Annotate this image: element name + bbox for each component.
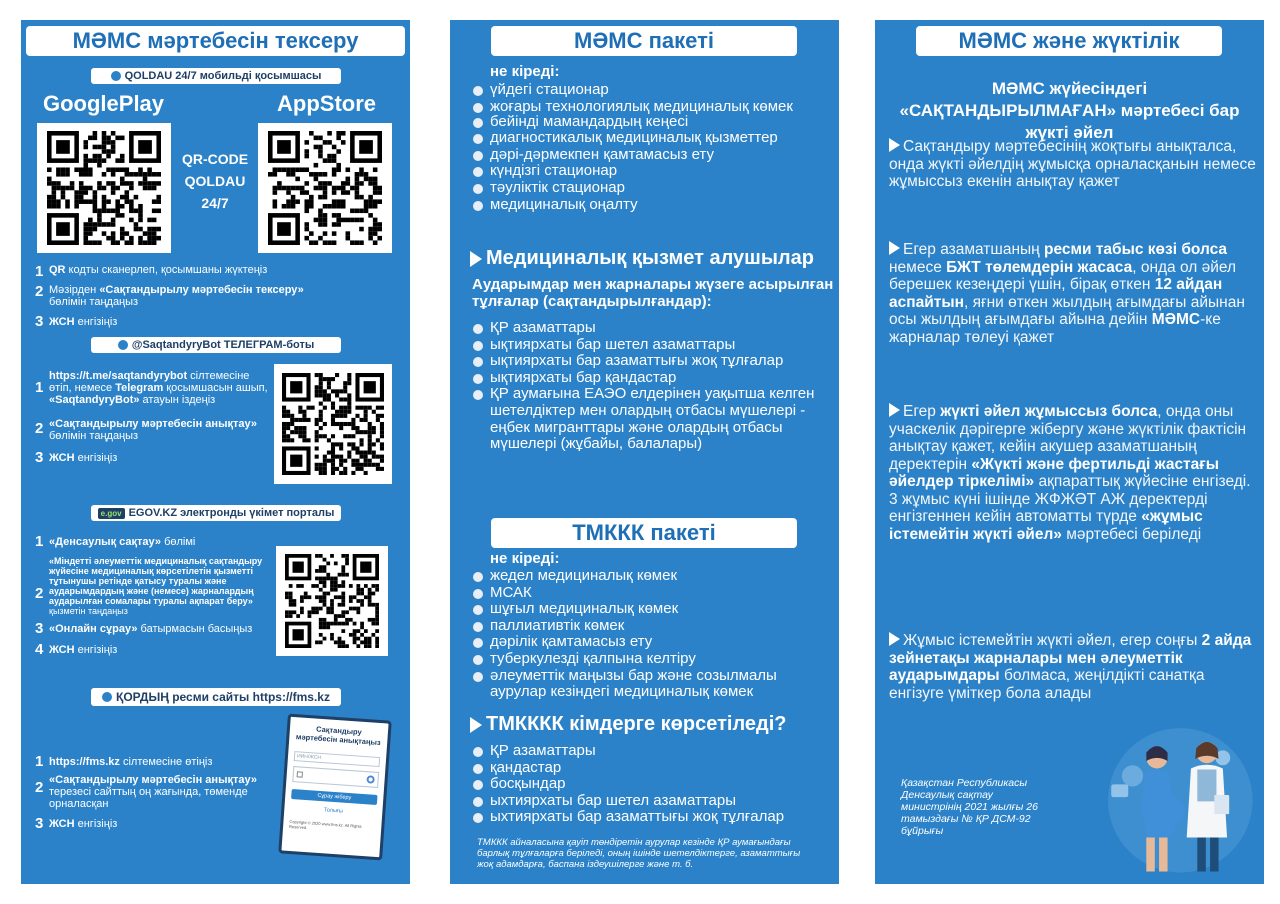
egov-step-2: 2 «Міндетті әлеуметтік медициналық сақтандыру жүйесіне медициналық көрсетілетін қызметті тұтынушы ретінде қатысу туралы және аударымдардың және (немесе) жарналардың аударылған сомалары туралы ақпарат беру» қызметін таңдаңыз bbox=[35, 556, 263, 616]
receivers-subtitle: Аударымдар мен жарналары жүзеге асырылған тұлғалар (сақтандырылғандар): bbox=[472, 276, 834, 310]
fms-step-3: 3 ЖСН енгізіңіз bbox=[35, 815, 118, 832]
mams-items-list bbox=[470, 82, 835, 213]
telegram-label: @SaqtandyryBot ТЕЛЕГРАМ-боты bbox=[91, 337, 341, 353]
mams-pregnancy-panel bbox=[875, 20, 1264, 884]
paragraph-4: Жұмыс істемейтін жүкті әйел, егер соңғы 2 айда зейнетақы жарналары мен әлеуметтік аударымдары болмаса, жеңілдікті санатқа енгізуге үміткер бола алады bbox=[889, 632, 1252, 702]
list-item: МСАК bbox=[470, 585, 835, 602]
panel-subtitle: МӘМС жүйесіндегі «САҚТАНДЫРЫЛМАҒАН» мәртебесі бар жүкті әйел bbox=[899, 79, 1240, 142]
list-item: шұғыл медициналық көмек bbox=[470, 601, 835, 618]
triangle-bullet-icon bbox=[889, 632, 900, 646]
telegram-icon bbox=[118, 340, 128, 350]
egov-step-3: 3 «Онлайн сұрау» батырмасын басыңыз bbox=[35, 620, 253, 637]
egov-qr-code[interactable] bbox=[276, 546, 388, 656]
who-heading: ТМКККК кімдерге көрсетіледі? bbox=[470, 713, 786, 736]
paragraph-1: Сақтандыру мәртебесінің жоқтығы анықталса, онда жүкті әйелдің жұмысқа орналасқанын немесе жұмыссыз екенін анықтау қажет bbox=[889, 138, 1256, 190]
paragraph-2: Егер азаматшаның ресми табыс көзі болса немесе БЖТ төлемдерін жасаса, онда ол әйел берешек кезеңдері үшін, бірақ өткен 12 айдан аспайтын, яғни өткен жылдың ағымдағы айынан осы жылдың ағымдағы айына дейін МӘМС-ке жарналар төлеуі қажет bbox=[889, 241, 1245, 346]
list-item: жедел медициналық көмек bbox=[470, 568, 835, 585]
list-item: ықтиярхаты бар азаматтығы жоқ тұлғалар bbox=[470, 353, 835, 370]
qoldau-step-3: 3 ЖСН енгізіңіз bbox=[35, 313, 118, 330]
mams-package-panel bbox=[450, 20, 839, 884]
triangle-bullet-icon bbox=[889, 138, 900, 152]
googleplay-label: GooglePlay bbox=[43, 91, 165, 116]
fms-form-card bbox=[278, 714, 392, 861]
list-item: дәрі-дәрмекпен қамтамасыз ету bbox=[470, 147, 835, 164]
triangle-bullet-icon bbox=[889, 403, 900, 417]
list-item: күндізгі стационар bbox=[470, 163, 835, 180]
qoldau-step-2: 2 Мәзірден «Сақтандырылу мәртебесін тексеру» бөлімін таңдаңыз bbox=[35, 283, 304, 308]
egov-step-1: 1 «Денсаулық сақтау» бөлімі bbox=[35, 533, 196, 550]
fms-step-1: 1 https://fms.kz сілтемесіне өтіңіз bbox=[35, 753, 213, 770]
fms-card-footer: Copyright © 2020 www.fms.kz. All Rights Reserved. bbox=[288, 818, 362, 831]
fms-iin-field[interactable]: ИИН/ЖСН bbox=[294, 751, 380, 767]
triangle-bullet-icon bbox=[889, 241, 900, 255]
list-item: жоғары технологиялық медициналық көмек bbox=[470, 99, 835, 114]
captcha-icon bbox=[366, 775, 375, 784]
qoldau-label: QOLDAU 24/7 мобильді қосымшасы bbox=[91, 68, 341, 84]
telegram-step-2: 2 «Сақтандырылу мәртебесін анықтау» бөлімін таңдаңыз bbox=[35, 418, 257, 442]
appstore-label: AppStore bbox=[277, 91, 376, 116]
panel-title: МӘМС пакеті bbox=[491, 26, 797, 56]
egov-step-4: 4 ЖСН енгізіңіз bbox=[35, 641, 118, 658]
panel-title: МӘМС және жүктілік bbox=[916, 26, 1222, 56]
list-item: ҚР азаматтары bbox=[470, 320, 835, 337]
telegram-qr-code[interactable] bbox=[274, 364, 392, 484]
list-item: әлеуметтік маңызы бар және созылмалы аурулар кезіндегі медициналық көмек bbox=[470, 668, 835, 701]
list-item: қандастар bbox=[470, 760, 835, 777]
fms-card-title: Сақтандыру мәртебесін анықтаңыз bbox=[295, 724, 381, 748]
receivers-heading: Медициналық қызмет алушылар bbox=[470, 247, 814, 270]
tmkkk-items-list bbox=[470, 568, 835, 701]
appstore-qr-code[interactable] bbox=[258, 123, 392, 253]
list-item: дәрілік қамтамасыз ету bbox=[470, 634, 835, 651]
captcha-box[interactable] bbox=[292, 766, 379, 788]
doctor-and-pregnant-woman-illustration bbox=[1095, 710, 1255, 880]
status-check-panel bbox=[21, 20, 410, 884]
qoldau-step-1: 1 QR кодты сканерлеп, қосымшаны жүктеңіз bbox=[35, 263, 268, 280]
receivers-list bbox=[470, 320, 835, 453]
list-item: туберкулезді қалпына келтіру bbox=[470, 651, 835, 668]
list-item: ықтиярхаты бар қандастар bbox=[470, 370, 835, 387]
fms-step-2: 2 «Сақтандырылу мәртебесін анықтау» терезесі сайттың оң жағында, төменде орналасқан bbox=[35, 774, 257, 810]
paragraph-3: Егер жүкті әйел жұмыссыз болса, онда оны учаскелік дәрігерге жібергу және жүктілік фактісін анықтау қажет, кейін акушер азаматшаның деректерін «Жүкті және фертильді жастағы әйелдер тіркелімі» ақпараттық жүйесіне енгізеді. 3 жұмыс күні ішінде ЖФЖӘТ АЖ деректерді енгізгеннен кейін автоматты түрде «жұмыс істемейтін жүкті әйел» мәртебесі беріледі bbox=[889, 403, 1251, 543]
tmkkk-includes-label: не кіреді: bbox=[490, 550, 560, 567]
fms-label: ҚОРДЫҢ ресми сайты https://fms.kz bbox=[91, 688, 341, 706]
fms-more-link[interactable]: Толығы bbox=[323, 807, 344, 815]
egov-logo-icon: e.gov bbox=[98, 508, 125, 519]
includes-label: не кіреді: bbox=[490, 63, 560, 80]
list-item: медициналық оңалту bbox=[470, 197, 835, 214]
triangle-bullet-icon bbox=[470, 251, 482, 267]
list-item: ҚР азаматтары bbox=[470, 743, 835, 760]
ministry-order: Қазақстан Республикасы Денсаулық сақтау министрінің 2021 жылғы 26 тамыздағы № ҚР ДСМ-92 бұйрығы bbox=[901, 777, 1038, 837]
list-item: ыхтиярхаты бар шетел азаматтары bbox=[470, 793, 835, 810]
who-list bbox=[470, 743, 835, 826]
egov-label: e.gov EGOV.KZ электронды үкімет порталы bbox=[91, 505, 341, 521]
list-item: бейінді мамандардың кеңесі bbox=[470, 114, 835, 131]
list-item: босқындар bbox=[470, 776, 835, 793]
list-item: үйдегі стационар bbox=[470, 82, 835, 99]
footnote: ТМККК айналасына қауіп төндіретін аурулар кезінде ҚР аумағындағы барлық тұлғаларға беріледі, оның ішінде шетелдіктерге, азаматтығы жоқ адамдарға, баспана іздеушілерге және т. б. bbox=[477, 837, 801, 870]
list-item: тәуліктік стационар bbox=[470, 180, 835, 197]
list-item: паллиативтік көмек bbox=[470, 618, 835, 635]
fms-submit-button[interactable]: Сұрау жіберу bbox=[291, 789, 377, 805]
googleplay-qr-code[interactable] bbox=[37, 123, 171, 253]
qoldau-logo-icon bbox=[111, 71, 121, 81]
fms-logo-icon bbox=[102, 692, 112, 702]
panel-title: МӘМС мәртебесін тексеру bbox=[26, 26, 405, 56]
list-item: диагностикалық медициналық қызметтер bbox=[470, 130, 835, 147]
triangle-bullet-icon bbox=[470, 717, 482, 733]
list-item: ыхтиярхаты бар азаматтығы жоқ тұлғалар bbox=[470, 809, 835, 826]
telegram-step-3: 3 ЖСН енгізіңіз bbox=[35, 449, 118, 466]
list-item: ҚР аумағына ЕАЭО елдерінен уақытша келген шетелдіктер мен олардың отбасы мүшелері - еңбек мигранттары және олардың отбасы мүшелері (жұбайы, балалары) bbox=[470, 386, 835, 452]
list-item: ықтиярхаты бар шетел азаматтары bbox=[470, 337, 835, 354]
telegram-step-1: 1 https://t.me/saqtandyrybot сілтемесіне өтіп, немесе Telegram қосымшасын ашып, «SaqtandyryBot» атауын іздеңіз bbox=[35, 370, 268, 406]
tmkkk-title: ТМККК пакеті bbox=[491, 518, 797, 548]
qr-code-caption: QR-CODE QOLDAU 24/7 bbox=[181, 151, 249, 211]
